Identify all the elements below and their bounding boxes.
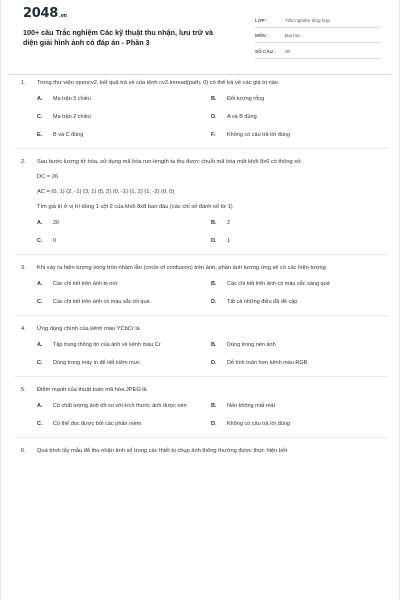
option-letter: B.	[211, 95, 217, 102]
option-letter: D.	[211, 237, 217, 244]
question-prompt: Sau bước lượng tử hóa, sử dụng mã hóa run-length ta thu được chuỗi mã hóa một khối 8x6 có thông số:	[37, 159, 302, 165]
option-text: Không có câu trả lời đúng	[227, 131, 290, 138]
answer-option[interactable]	[211, 94, 385, 103]
answer-option[interactable]	[211, 236, 385, 245]
option-letter: C.	[37, 237, 43, 244]
option-letter: A.	[37, 280, 43, 287]
answer-option[interactable]	[37, 401, 211, 410]
question-text	[21, 158, 381, 167]
option-text: Ma trận 3 chiều	[53, 95, 91, 102]
meta-row-subject: MÔN : Đại học	[255, 30, 381, 44]
question-number: 2.	[21, 159, 26, 165]
question-3	[21, 264, 381, 306]
option-text: A và B đúng	[227, 113, 257, 120]
answer-options	[21, 340, 381, 367]
answer-option[interactable]	[211, 297, 385, 306]
header-divider	[9, 74, 391, 75]
answer-option[interactable]	[211, 130, 385, 139]
question-separator	[15, 148, 387, 149]
answer-option[interactable]	[211, 218, 385, 227]
meta-row-count: SỐ CÂU : 30	[255, 45, 381, 59]
option-text: Các chi tiết trên ảnh bị mờ	[53, 280, 118, 287]
answer-options	[21, 279, 381, 306]
question-number: 3.	[21, 265, 26, 271]
answer-option[interactable]	[37, 130, 211, 139]
option-text: 1	[227, 237, 231, 244]
question-number: 4.	[21, 326, 26, 332]
question-4	[21, 325, 381, 367]
question-detail: AC = (0, 1) (2, -1) (3, 1) (5, 2) (0, -1) (1, 2) (1, -2) (0, 0)	[37, 189, 175, 195]
question-1	[21, 79, 381, 139]
answer-option[interactable]	[211, 112, 385, 121]
question-list	[21, 79, 381, 465]
question-text	[21, 386, 381, 395]
answer-options	[21, 401, 381, 428]
option-text: Tập trung thông tin của ảnh về kênh màu Cr	[53, 341, 161, 348]
option-letter: B.	[211, 341, 217, 348]
answer-options	[21, 218, 381, 245]
answer-option[interactable]	[37, 340, 211, 349]
option-letter: C.	[37, 359, 43, 366]
option-text: Các chi tiết trên ảnh có màu sắc sáng quá	[227, 280, 330, 287]
option-text: B và C đúng	[53, 131, 84, 138]
option-text: Tất cả những điều đã đề cập	[227, 298, 298, 305]
answer-option[interactable]	[37, 236, 211, 245]
question-prompt: Điểm mạnh của thuật toán mã hóa JPEG là	[37, 387, 147, 393]
option-letter: D.	[211, 113, 217, 120]
option-letter: D.	[211, 359, 217, 366]
answer-option[interactable]	[37, 112, 211, 121]
option-letter: C.	[37, 298, 43, 305]
option-letter: B.	[211, 280, 217, 287]
option-letter: A.	[37, 341, 43, 348]
meta-row-class: LỚP : Trắc nghiệm tổng hợp	[255, 14, 381, 28]
question-separator	[15, 376, 387, 377]
answer-option[interactable]	[211, 419, 385, 428]
option-letter: D.	[211, 298, 217, 305]
answer-option[interactable]	[211, 340, 385, 349]
question-2	[21, 158, 381, 245]
site-logo[interactable]: 2048.vn	[23, 6, 67, 21]
document-title: 100+ câu Trắc nghiệm Các kỹ thuật thu nhận, lưu trữ và diện giải hình ảnh có đáp án - Phần 3	[23, 28, 213, 47]
answer-option[interactable]	[37, 419, 211, 428]
question-separator	[15, 437, 387, 438]
option-text: 26	[53, 219, 60, 226]
option-letter: E.	[37, 131, 43, 138]
question-prompt: Ứng dụng chính của kênh màu YCbCr là	[37, 326, 140, 332]
page-header	[1, 0, 399, 70]
answer-option[interactable]	[37, 279, 211, 288]
meta-panel	[255, 14, 381, 61]
answer-option[interactable]	[37, 94, 211, 103]
option-text: Ma trận 2 chiều	[53, 113, 91, 120]
option-text: Có thể đọc được bởi các phần mềm	[53, 420, 142, 427]
option-letter: A.	[37, 95, 43, 102]
question-text	[21, 447, 381, 456]
option-letter: A.	[37, 219, 43, 226]
question-number: 1.	[21, 80, 26, 86]
answer-option[interactable]	[37, 218, 211, 227]
option-letter: C.	[37, 113, 43, 120]
question-separator	[15, 254, 387, 255]
question-detail: DC = 26	[37, 174, 59, 180]
option-text: Có chất lượng ảnh tốt so với kích thước ảnh được nén	[53, 402, 187, 409]
option-text: Không có câu trả lời đúng	[227, 420, 290, 427]
question-prompt: Trong thư viện opencv2, kết quả trả về của lệnh cv2.imread(path, 0) có thể trả về các giá trị nào	[37, 80, 279, 86]
option-text: 2	[227, 219, 231, 226]
question-6	[21, 447, 381, 456]
answer-option[interactable]	[37, 358, 211, 367]
option-text: Dùng trong máy in để tiết kiệm mực	[53, 359, 141, 366]
question-detail: Tìm giá trị ở vị trí dòng 1 cột 2 của khối 8x8 ban đầu (các chỉ số đánh số từ 1)	[37, 204, 233, 210]
answer-option[interactable]	[211, 279, 385, 288]
option-text: Dễ tính toán hơn kênh màu RGB	[227, 359, 308, 366]
question-number: 6.	[21, 448, 26, 454]
option-letter: B.	[211, 402, 217, 409]
answer-option[interactable]	[37, 297, 211, 306]
option-text: Đối tượng rỗng	[227, 95, 265, 102]
option-letter: C.	[37, 420, 43, 427]
option-text: Nén không mất mát	[227, 402, 275, 409]
answer-options	[21, 94, 381, 139]
option-text: Dùng trong nén ảnh	[227, 341, 276, 348]
option-letter: F.	[211, 131, 216, 138]
answer-option[interactable]	[211, 358, 385, 367]
question-separator	[15, 315, 387, 316]
question-prompt: Khi xảy ra hiện tượng vòng tròn nhầm lẫn (circle of confusion) trên ảnh, phần ảnh tương ứng sẽ có các hiện tượng	[37, 265, 326, 271]
option-letter: B.	[211, 219, 217, 226]
answer-option[interactable]	[211, 401, 385, 410]
question-text	[21, 264, 381, 273]
option-text: Các chi tiết trên ảnh có màu sắc tối quá	[53, 298, 150, 305]
question-text	[21, 325, 381, 334]
question-text	[21, 79, 381, 88]
option-letter: D.	[211, 420, 217, 427]
question-prompt: Quá trình lấy mẫu để thu nhận ảnh số trong các thiết bị chụp ảnh thông thường được thực hiện bởi	[37, 448, 287, 454]
question-5	[21, 386, 381, 428]
question-number: 5.	[21, 387, 26, 393]
option-letter: A.	[37, 402, 43, 409]
option-text: 0	[53, 237, 57, 244]
